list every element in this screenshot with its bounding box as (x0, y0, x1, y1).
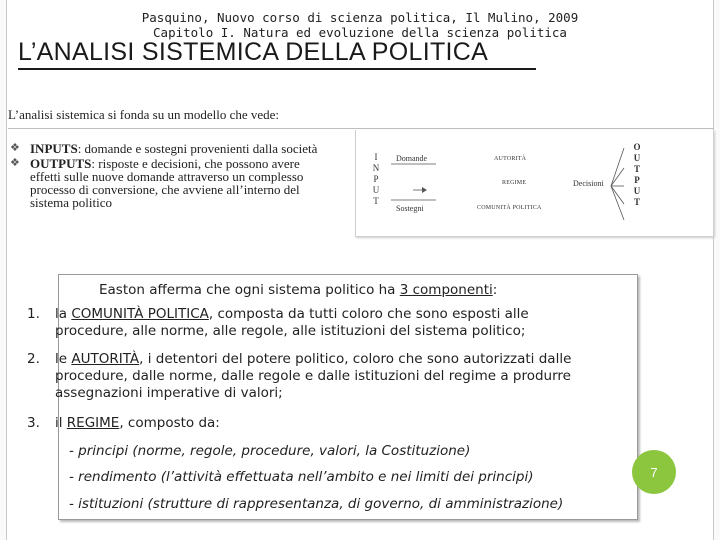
regime-sub-item: - istituzioni (strutture di rappresentanza, di governo, di amministrazione) (69, 496, 564, 512)
label-autorita: AUTORITÀ (494, 156, 527, 162)
lead-underlined: 3 componenti (399, 282, 493, 298)
bullet-marker-icon: ❖ (10, 142, 20, 154)
box-lead (99, 282, 497, 298)
label-sostegni: Sostegni (396, 204, 424, 213)
item-body: , composto da: (119, 415, 220, 431)
left-frame (0, 0, 7, 540)
label-domande: Domande (396, 154, 428, 163)
bullet-text: : domande e sostegni provenienti dalla società (77, 141, 318, 156)
intro-divider (8, 128, 714, 129)
diagram-arrows (356, 130, 713, 236)
label-comunita: COMUNITÀ POLITICA (477, 205, 542, 211)
system-diagram (355, 130, 714, 237)
bullet-outputs (10, 157, 325, 209)
regime-sub-item: - principi (norme, regole, procedure, valori, la Costituzione) (69, 443, 471, 459)
lead-colon: : (492, 282, 498, 298)
item-body: , i detentori del potere politico, coloro che sono autorizzati dalle procedure, dalle norme, dalle regole e dalle istituzioni del regime a produrre assegnazioni imperative di valori; (55, 351, 572, 401)
item-number: 3. (27, 415, 40, 431)
item-keyword: COMUNITÀ POLITICA (71, 306, 209, 322)
bullet-inputs (10, 142, 325, 155)
bullet-term: INPUTS (30, 141, 78, 156)
item-body: , composta da tutti coloro che sono esposti alle procedure, alle norme, alle regole, alle istituzioni del sistema politico; (55, 306, 529, 339)
outputs-letters: O U T P U T (633, 142, 641, 207)
bullet-term: OUTPUTS (30, 156, 92, 171)
regime-sub-item: - rendimento (l’attività effettuata nell’ambito e nei limiti dei principi) (69, 469, 534, 485)
slide-header (120, 10, 600, 40)
bullet-list (10, 142, 325, 211)
label-decisioni: Decisioni (573, 179, 604, 188)
item-text (55, 415, 600, 432)
intro-text: L’analisi sistemica si fonda su un modello che vede: (8, 107, 280, 122)
item-prefix: la (55, 306, 72, 322)
bullet-text: : risposte e decisioni, che possono avere effetti sulle nuove domande attraverso un complesso processo di conversione, che avviene all’interno del sistema politico (30, 156, 304, 210)
item-number: 2. (27, 351, 40, 367)
page-number-badge: 7 (632, 450, 676, 494)
item-text (55, 351, 600, 402)
item-keyword: REGIME (66, 415, 120, 431)
inputs-letters: I N P U T (372, 152, 380, 206)
item-keyword: AUTORITÀ (71, 351, 140, 367)
components-box (27, 274, 638, 520)
right-frame (713, 0, 720, 540)
item-number: 1. (27, 306, 40, 322)
item-prefix: il (55, 415, 67, 431)
header-line-1: Pasquino, Nuovo corso di scienza politica, Il Mulino, 2009 (141, 10, 579, 25)
title-underline (18, 68, 536, 70)
label-regime: REGIME (502, 180, 527, 186)
item-text (55, 306, 600, 340)
header-line-2: Capitolo I. Natura ed evoluzione della scienza politica (153, 25, 567, 40)
item-prefix: le (55, 351, 72, 367)
bullet-marker-icon: ❖ (10, 157, 20, 169)
slide-title: L’ANALISI SISTEMICA DELLA POLITICA (18, 38, 489, 66)
lead-text: Easton afferma che ogni sistema politico ha (99, 282, 400, 298)
